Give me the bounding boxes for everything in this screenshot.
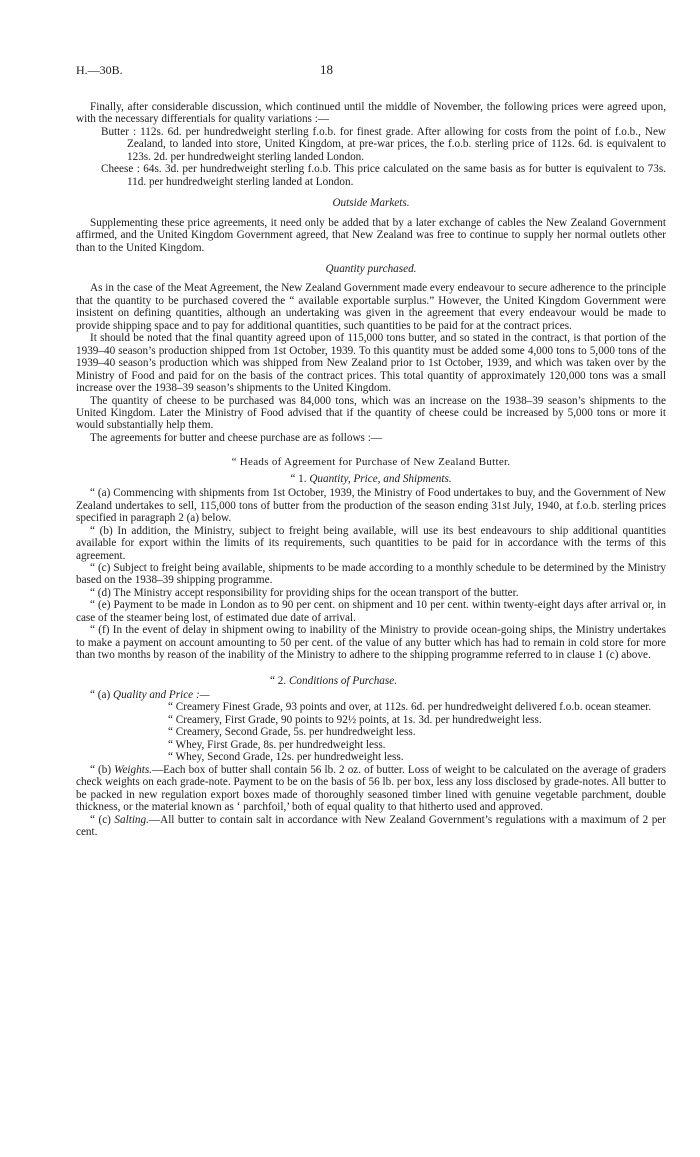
butter-price xyxy=(76,126,666,163)
cheese-label: Cheese : xyxy=(101,163,140,176)
quality-title: Quality and Price :— xyxy=(112,689,210,702)
clause-1d: “ (d) The Ministry accept responsibility for providing ships for the ocean transport of the butter. xyxy=(90,586,519,599)
quantity-paragraph-2: It should be noted that the final quantity agreed upon of 115,000 tons butter, and so stated in the contract, is that portion of the 1939–40 season’s production shipped from 1st October, 1939. To this quantity must be added some 4,000 tons to 5,000 tons of the 1939–40 season’s production which was shipped from New Zealand prior to 1st October, 1939, and which was taken over by the Ministry of Food and paid for on the basis of the contract prices. This total quantity of approximately 120,000 tons was a small increase over the 1938–39 season’s shipments to the United Kingdom. xyxy=(76,332,666,395)
quantity-paragraph-1: As in the case of the Meat Agreement, the New Zealand Government made every endeavour to secure adherence to the principle that the quantity to be purchased covered the “ available exportable surplus.” However, the United Kingdom Government were insistent on defining quantities, although an undertaking was given in the agreement that every endeavour would be made to provide shipping space and to pay for additional quantities, such quantities to be paid for at the contract prices. xyxy=(76,282,666,332)
clause-1c: “ (c) Subject to freight being available, shipments to be made according to a monthly schedule to be determined by the Ministry based on the 1938–39 shipping programme. xyxy=(76,561,667,587)
clause-1e: “ (e) Payment to be made in London as to 90 per cent. on shipment and 10 per cent. within twenty-eight days after arrival or, in case of the steamer being lost, of estimated due date of arrival. xyxy=(76,599,666,624)
clause-1a: “ (a) Commencing with shipments from 1st October, 1939, the Ministry of Food undertakes to buy, and the Government of New Zealand undertakes to sell, 115,000 tons of butter from the production of the season ending 31st July, 1940, at f.o.b. sterling prices specified in paragraph 2 (a) below. xyxy=(76,487,667,525)
salting-title: Salting. xyxy=(114,813,149,826)
clause-1d-label: (d) xyxy=(97,586,111,599)
quantity-paragraph-3: The quantity of cheese to be purchased was 84,000 tons, which was an increase on the 1938–39 season’s shipments to the United Kingdom. Later the Ministry of Food advised that if the quantity of cheese could be increased by 5,000 tons or more it would substantially help them. xyxy=(76,394,666,432)
outside-markets-heading: Outside Markets. xyxy=(332,197,410,210)
clause-1f: “ (f) In the event of delay in shipment owing to inability of the Ministry to provide ocean-going ships, the Ministry undertakes to make a payment on account amounting to 50 per cent. of the value of any butter which has had to remain in cold store for more than two months by reason of the inability of the Ministry to adhere to the shipping programme referred to in clause 1 (c) above. xyxy=(76,624,666,662)
section-1-heading xyxy=(76,473,666,485)
page-header xyxy=(76,64,666,80)
section-1-prefix: “ 1. xyxy=(290,472,310,485)
grade-creamery-first: “ Creamery, First Grade, 90 points to 92½ points, at 1s. 3d. per hundredweight less. xyxy=(168,713,542,726)
heads-of-agreement-title: “ Heads of Agreement for Purchase of New Zealand Butter. xyxy=(231,456,511,469)
weights-text: —Each box of butter shall contain 56 lb. 2 oz. of butter. Loss of weight to be calculated on the average of graders check weights on each grade-note. Payment to be on the basis of 56 lb. per box, less any loss disclosed by grade-notes. All butter to be packed in new regulation export boxes made of thoroughly seasoned timber lined with genuine vegetable parchment, double thickness, or the material known as ‘ parchfoil,’ both of equal quality to that hitherto used and approved. xyxy=(76,763,666,814)
outside-markets-paragraph: Supplementing these price agreements, it need only be added that by a later exchange of cables the New Zealand Government affirmed, and the United Kingdom Government agreed, that New Zealand was free to continue to supply her normal outlets other than to the United Kingdom. xyxy=(76,216,666,254)
butter-price-text: 112s. 6d. per hundredweight sterling f.o.b. for finest grade. After allowing for costs from the point of f.o.b., New Zealand, to landed into store, United Kingdom, at pre-war prices, the f.o.b. sterling price of 112s. 6d. is equivalent to 123s. 2d. per hundredweight sterling landed London. xyxy=(127,125,666,163)
section-2-heading xyxy=(76,675,666,687)
weights-title: Weights. xyxy=(114,763,152,776)
report-reference: H.—30B. xyxy=(76,63,123,77)
grade-whey-first: “ Whey, First Grade, 8s. per hundredweight less. xyxy=(168,738,386,751)
intro-paragraph: Finally, after considerable discussion, which continued until the middle of November, the following prices were agreed upon, with the necessary differentials for quality variations :— xyxy=(76,101,666,126)
salting-text: —All butter to contain salt in accordance with New Zealand Government’s regulations with a maximum of 2 per cent. xyxy=(76,813,666,839)
cheese-price xyxy=(76,163,666,188)
quantity-paragraph-4: The agreements for butter and cheese purchase are as follows :— xyxy=(90,431,382,444)
weights-clause xyxy=(76,764,666,814)
quantity-purchased-heading: Quantity purchased. xyxy=(325,262,417,275)
clause-1e-text: Payment to be made in London as to 90 per cent. on shipment and 10 per cent. within twenty-eight days after arrival or, in case of the steamer being lost, of estimated due date of arrival. xyxy=(76,599,666,624)
clause-1b: “ (b) In addition, the Ministry, subject to freight being available, will use its best endeavours to ship additional quantities available for export within the limits of its requirements, such quantities to be paid for in accordance with the terms of this agreement. xyxy=(76,524,666,562)
grade-creamery-finest: “ Creamery Finest Grade, 93 points and over, at 112s. 6d. per hundredweight delivered f.o.b. ocean steamer. xyxy=(168,701,652,714)
clause-1b-label: (b) xyxy=(99,524,113,537)
clause-1c-text: Subject to freight being available, shipments to be made according to a monthly schedule to be determined by the Ministry based on the 1938–39 shipping programme. xyxy=(76,561,667,587)
section-2-title: Conditions of Purchase. xyxy=(288,674,397,687)
clause-1f-text: In the event of delay in shipment owing to inability of the Ministry to provide ocean-going ships, the Ministry undertakes to make a payment on account amounting to 50 per cent. of the value of any butter which has had to remain in cold store for more than two months by reason of the inability of the Ministry to adhere to the shipping programme referred to in clause 1 (c) above. xyxy=(76,624,666,662)
clause-1d-text: The Ministry accept responsibility for providing ships for the ocean transport of the butter. xyxy=(110,586,519,599)
salting-clause xyxy=(76,814,666,839)
section-1-title: Quantity, Price, and Shipments. xyxy=(309,472,452,485)
grade-creamery-second: “ Creamery, Second Grade, 5s. per hundredweight less. xyxy=(168,726,416,739)
butter-label: Butter : xyxy=(101,125,137,138)
page-number: 18 xyxy=(320,62,333,77)
clause-1a-text: Commencing with shipments from 1st October, 1939, the Ministry of Food undertakes to buy, and the Government of New Zealand undertakes to sell, 115,000 tons of butter from the production of the season ending 31st July, 1940, at f.o.b. sterling prices specified in paragraph 2 (a) below. xyxy=(76,487,667,525)
clause-1b-text: In addition, the Ministry, subject to freight being available, will use its best endeavours to ship additional quantities available for export within the limits of its requirements, such quantities to be paid for in accordance with the terms of this agreement. xyxy=(76,524,666,562)
section-2-prefix: “ 2. xyxy=(270,674,289,687)
weights-label: “ (b) xyxy=(90,763,115,776)
cheese-price-text: 64s. 3d. per hundredweight sterling f.o.b. This price calculated on the same basis as for butter is equivalent to 73s. 11d. per hundredweight sterling landed at London. xyxy=(127,163,666,188)
quality-label: “ (a) xyxy=(90,689,113,702)
clause-1a-label: (a) xyxy=(97,487,111,500)
salting-label: “ (c) xyxy=(90,813,115,826)
clause-1c-label: (c) xyxy=(97,561,111,574)
clause-1e-label: (e) xyxy=(98,599,111,612)
quality-and-price-heading xyxy=(76,689,666,701)
clause-1f-label: (f) xyxy=(98,624,110,637)
grade-whey-second: “ Whey, Second Grade, 12s. per hundredweight less. xyxy=(168,751,404,764)
document-page xyxy=(76,64,666,838)
